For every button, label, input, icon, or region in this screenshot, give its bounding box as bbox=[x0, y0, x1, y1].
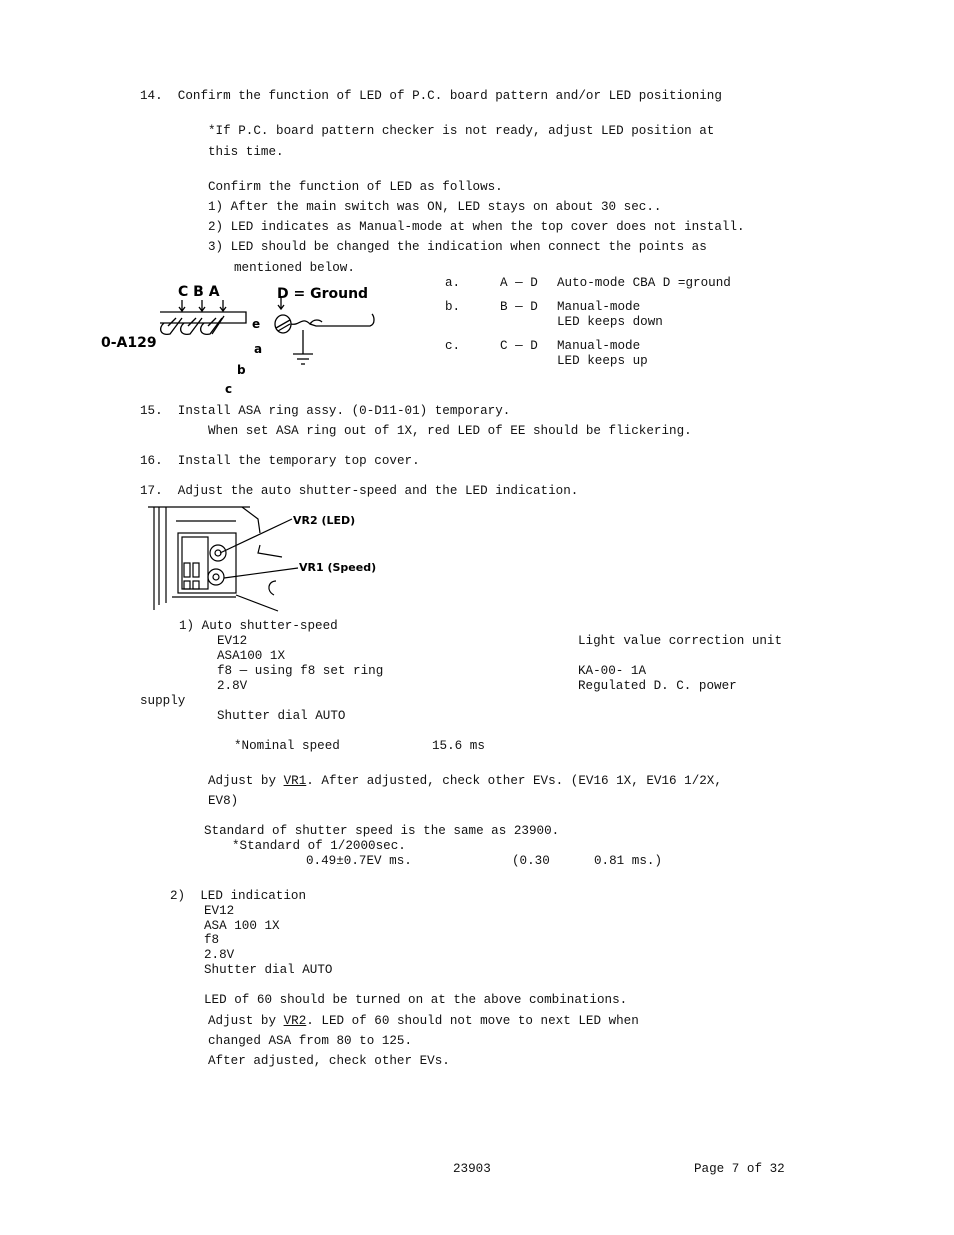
auto-speed-volt: 2.8V bbox=[217, 679, 248, 693]
diagram-label-b: b bbox=[237, 363, 246, 377]
auto-speed-supply: supply bbox=[140, 694, 186, 708]
auto-speed-heading: 1) Auto shutter-speed bbox=[179, 619, 338, 633]
adjust-vr1-line2: EV8) bbox=[208, 794, 239, 808]
diagram-label-a: a bbox=[254, 342, 263, 356]
auto-speed-asa: ASA100 1X bbox=[217, 649, 286, 663]
equipment-power: Regulated D. C. power bbox=[578, 679, 737, 693]
vr2-label: VR2 (LED) bbox=[293, 514, 356, 527]
equipment-ka-unit: KA-00- 1A bbox=[578, 664, 647, 678]
step14-item3-line1: 3) LED should be changed the indication when connect the points as bbox=[208, 240, 707, 254]
connection-c-desc1: Manual-mode bbox=[557, 339, 641, 353]
auto-speed-ev: EV12 bbox=[217, 634, 248, 648]
nominal-speed-label: *Nominal speed bbox=[234, 739, 340, 753]
connection-c-pair: C — D bbox=[500, 339, 538, 353]
adjust-vr2-line2: changed ASA from 80 to 125. bbox=[208, 1034, 413, 1048]
connection-a-desc: Auto-mode CBA D =ground bbox=[557, 276, 731, 290]
adjust-vr1-line1: Adjust by VR1. After adjusted, check other EVs. (EV16 1X, EV16 1/2X, bbox=[208, 774, 722, 788]
led-ev: EV12 bbox=[204, 904, 235, 918]
led-heading: 2) LED indication bbox=[170, 889, 307, 903]
connection-b-desc2: LED keeps down bbox=[557, 315, 663, 329]
led-dial: Shutter dial AUTO bbox=[204, 963, 333, 977]
connection-b-letter: b. bbox=[445, 300, 461, 314]
diagram-label-ground: D = Ground bbox=[277, 286, 369, 302]
step15-title: 15. Install ASA ring assy. (0-D11-01) temporary. bbox=[140, 404, 511, 418]
auto-speed-dial: Shutter dial AUTO bbox=[217, 709, 346, 723]
step14-item1: 1) After the main switch was ON, LED stays on about 30 sec.. bbox=[208, 200, 662, 214]
vr-pointer-lines bbox=[214, 516, 304, 586]
nominal-speed-value: 15.6 ms bbox=[432, 739, 485, 753]
step14-title: 14. Confirm the function of LED of P.C. board pattern and/or LED positioning bbox=[140, 89, 722, 103]
step14-item2: 2) LED indicates as Manual-mode at when the top cover does not install. bbox=[208, 220, 745, 234]
connection-b-desc1: Manual-mode bbox=[557, 300, 641, 314]
step17-title: 17. Adjust the auto shutter-speed and the LED indication. bbox=[140, 484, 579, 498]
step14-item3-line2: mentioned below. bbox=[234, 261, 355, 275]
auto-speed-f: f8 — using f8 set ring bbox=[217, 664, 384, 678]
standard-range-high: 0.81 ms.) bbox=[594, 854, 663, 868]
standard-range-low: (0.30 bbox=[512, 854, 550, 868]
step14-note-line1: *If P.C. board pattern checker is not ready, adjust LED position at bbox=[208, 124, 715, 138]
pcb-contact-diagram bbox=[150, 296, 380, 376]
led-volt: 2.8V bbox=[204, 948, 235, 962]
diagram-label-e: e bbox=[252, 317, 261, 331]
vr1-label: VR1 (Speed) bbox=[299, 561, 377, 574]
footer-doc-number: 23903 bbox=[453, 1162, 491, 1176]
led-on-text: LED of 60 should be turned on at the above combinations. bbox=[204, 993, 628, 1007]
standard-value: 0.49±0.7EV ms. bbox=[306, 854, 412, 868]
connection-a-letter: a. bbox=[445, 276, 461, 290]
diagram-label-cba: C B A bbox=[178, 284, 220, 300]
standard-speed: Standard of shutter speed is the same as 23900. bbox=[204, 824, 560, 838]
standard-sub: *Standard of 1/2000sec. bbox=[232, 839, 406, 853]
step15-detail: When set ASA ring out of 1X, red LED of EE should be flickering. bbox=[208, 424, 692, 438]
footer-page-number: Page 7 of 32 bbox=[694, 1162, 785, 1176]
led-asa: ASA 100 1X bbox=[204, 919, 280, 933]
led-after-adjusted: After adjusted, check other EVs. bbox=[208, 1054, 450, 1068]
step14-note-line2: this time. bbox=[208, 145, 284, 159]
connection-a-pair: A — D bbox=[500, 276, 538, 290]
step16-title: 16. Install the temporary top cover. bbox=[140, 454, 420, 468]
connection-c-desc2: LED keeps up bbox=[557, 354, 648, 368]
equipment-light-unit: Light value correction unit bbox=[578, 634, 783, 648]
adjust-vr2-line1: Adjust by VR2. LED of 60 should not move to next LED when bbox=[208, 1014, 639, 1028]
step14-confirm-intro: Confirm the function of LED as follows. bbox=[208, 180, 503, 194]
diagram-label-part: 0-A129 bbox=[101, 335, 157, 351]
connection-c-letter: c. bbox=[445, 339, 461, 353]
connection-b-pair: B — D bbox=[500, 300, 538, 314]
diagram-label-c: c bbox=[225, 382, 233, 396]
led-f: f8 bbox=[204, 933, 220, 947]
